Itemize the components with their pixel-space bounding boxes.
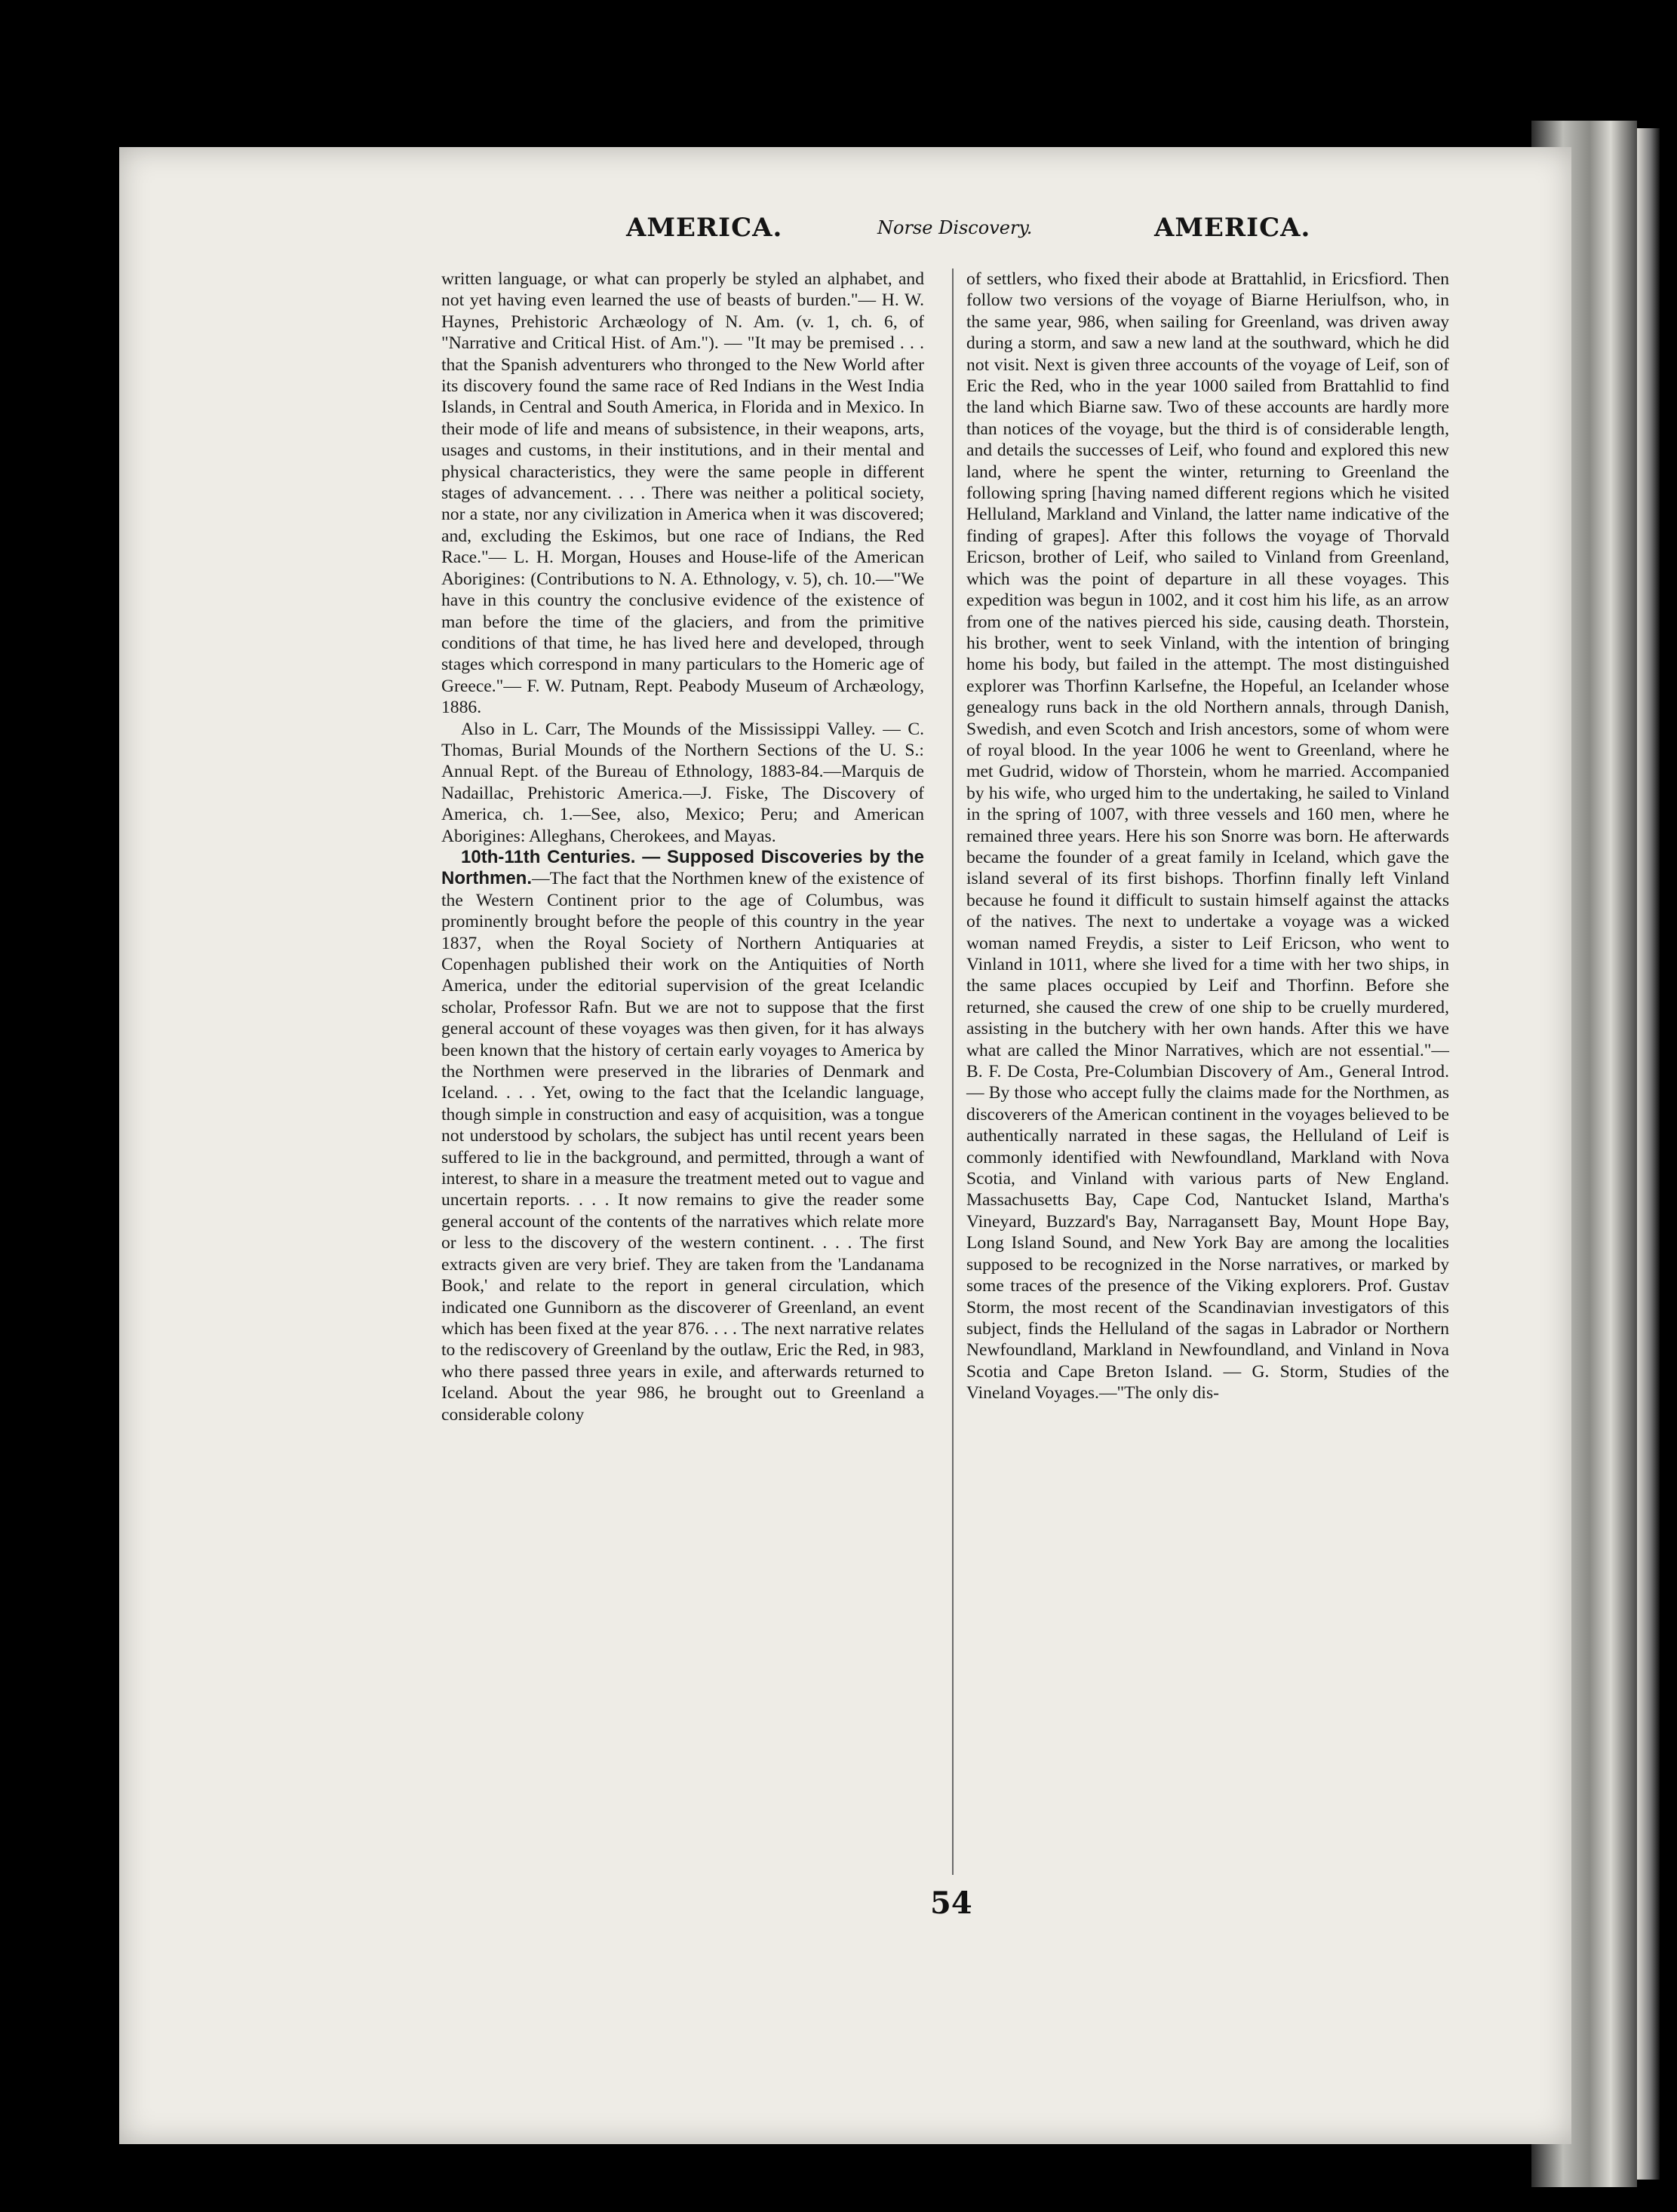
section-body: —The fact that the Northmen knew of the existence of the Western Continent prior to the age of Columbus, was prominently brought before the people of this country in the year 1837, when the Royal Society of Northern Antiquaries at Copenhagen published their work on the Antiquities of North America, under the editorial supervision of the great Icelandic scholar, Professor Rafn. But we are not to suppose that the first general account of these voyages was then given, for it has always been known that the history of certain early voyages to America by the Northmen were preserved in the libraries of Denmark and Iceland. . . . Yet, owing to the fact that the Icelandic language, though simple in construction and easy of acquisition, was a tongue not understood by scholars, the subject has until recent years been suffered to lie in the background, and permitted, through a want of interest, to share in a measure the treatment meted out to vague and uncertain reports. . . . It now remains to give the reader some general account of the contents of the narratives which relate more or less to the discovery of the western continent. . . . The first extracts given are very brief. They are taken from the 'Landanama Book,' and relate to the report in general circulation, which indicated one Gunniborn as the discoverer of Greenland, an event which has been fixed at the year 876. . . . The next narrative relates to the rediscovery of Greenland by the outlaw, Eric the Red, in 983, who there passed three years in exile, and afterwards returned to Iceland. About the year 986, he brought out to Greenland a considerable colony: [441, 869, 924, 1425]
left-column: [441, 268, 924, 1425]
left-paragraph-1: written language, or what can properly be styled an alphabet, and not yet having even learned the use of beasts of burden."— H. W. Haynes, Prehistoric Archæology of N. Am. (v. 1, ch. 6, of "Narrative and Critical Hist. of Am."). — "It may be premised . . . that the Spanish adventurers who thronged to the New World after its discovery found the same race of Red Indians in the West India Islands, in Central and South America, in Florida and in Mexico. In their mode of life and means of subsistence, in their weapons, arts, usages and customs, in their institutions, and in their mental and physical characteristics, they were the same people in different stages of advancement. . . . There was neither a political society, nor a state, nor any civilization in America when it was discovered; and, excluding the Eskimos, but one race of Indians, the Red Race."— L. H. Morgan, Houses and House-life of the American Aborigines: (Contributions to N. A. Ethnology, v. 5), ch. 10.—"We have in this country the conclusive evidence of the existence of man before the time of the glaciers, and from the primitive conditions of that time, he has lived here and developed, through stages which correspond in many particulars to the Homeric age of Greece."— F. W. Putnam, Rept. Peabody Museum of Archæology, 1886.: [441, 269, 924, 718]
column-divider: [952, 268, 954, 1875]
running-head-left: AMERICA.: [626, 213, 783, 243]
left-paragraph-2: Also in L. Carr, The Mounds of the Mississippi Valley. — C. Thomas, Burial Mounds of the Northern Sections of the U. S.: Annual Rept. of the Bureau of Ethnology, 1883-84.—Marquis de Nadaillac, Prehistoric America.—J. Fiske, The Discovery of America, ch. 1.—See, also, Mexico; Peru; and American Aborigines: Alleghans, Cherokees, and Mayas.: [441, 719, 924, 846]
page-number: 54: [930, 1885, 972, 1921]
right-column: [966, 268, 1449, 1404]
running-head-center: Norse Discovery.: [877, 217, 1033, 238]
section-heading: 10th-11th Centuries. — Supposed Discoveries by the Northmen.: [441, 846, 924, 889]
page-edge-dark: [1637, 128, 1660, 2180]
right-paragraph-1: of settlers, who fixed their abode at Brattahlid, in Ericsfiord. Then follow two versions of the voyage of Biarne Heriulfson, who, in the same year, 986, when sailing for Greenland, was driven away during a storm, and saw a new land at the southward, which he did not visit. Next is given three accounts of the voyage of Leif, son of Eric the Red, who in the year 1000 sailed from Brattahlid to find the land which Biarne saw. Two of these accounts are hardly more than notices of the voyage, but the third is of considerable length, and details the successes of Leif, who found and explored this new land, where he spent the winter, returning to Greenland the following spring [having named different regions which he visited Helluland, Markland and Vinland, the latter name indicative of the finding of grapes]. After this follows the voyage of Thorvald Ericson, brother of Leif, who sailed to Vinland from Greenland, which was the point of departure in all these voyages. This expedition was begun in 1002, and it cost him his life, as an arrow from one of the natives pierced his side, causing death. Thorstein, his brother, went to seek Vinland, with the intention of bringing home his body, but failed in the attempt. The most distinguished explorer was Thorfinn Karlsefne, the Hopeful, an Icelander whose genealogy runs back in the old Northern annals, through Danish, Swedish, and even Scotch and Irish ancestors, some of whom were of royal blood. In the year 1006 he went to Greenland, where he met Gudrid, widow of Thorstein, whom he married. Accompanied by his wife, who urged him to the undertaking, he sailed to Vinland in the spring of 1007, with three vessels and 160 men, where he remained three years. Here his son Snorre was born. He afterwards became the founder of a great family in Iceland, which gave the island several of its first bishops. Thorfinn finally left Vinland because he found it difficult to sustain himself against the attacks of the natives. The next to undertake a voyage was a wicked woman named Freydis, a sister to Leif Ericson, who went to Vinland in 1011, where she lived for a time with her two ships, in the same places occupied by Leif and Thorfinn. Before she returned, she caused the crew of one ship to be cruelly murdered, assisting in the butchery with her own hands. After this we have what are called the Minor Narratives, which are not essential."— B. F. De Costa, Pre-Columbian Discovery of Am., General Introd. — By those who accept fully the claims made for the Northmen, as discoverers of the American continent in the voyages believed to be authentically narrated in these sagas, the Helluland of Leif is commonly identified with Newfoundland, Markland with Nova Scotia, and Vinland with various parts of New England. Massachusetts Bay, Cape Cod, Nantucket Island, Martha's Vineyard, Buzzard's Bay, Narragansett Bay, Mount Hope Bay, Long Island Sound, and New York Bay are among the localities supposed to be recognized in the Norse narratives, or marked by some traces of the presence of the Viking explorers. Prof. Gustav Storm, the most recent of the Scandinavian investigators of this subject, finds the Helluland of the sagas in Labrador or Northern Newfoundland, Markland in Newfoundland, and Vinland in Nova Scotia and Cape Breton Island. — G. Storm, Studies of the Vineland Voyages.—"The only dis-: [966, 269, 1449, 1404]
left-paragraph-3: [441, 847, 924, 1425]
running-head-right: AMERICA.: [1154, 213, 1311, 243]
